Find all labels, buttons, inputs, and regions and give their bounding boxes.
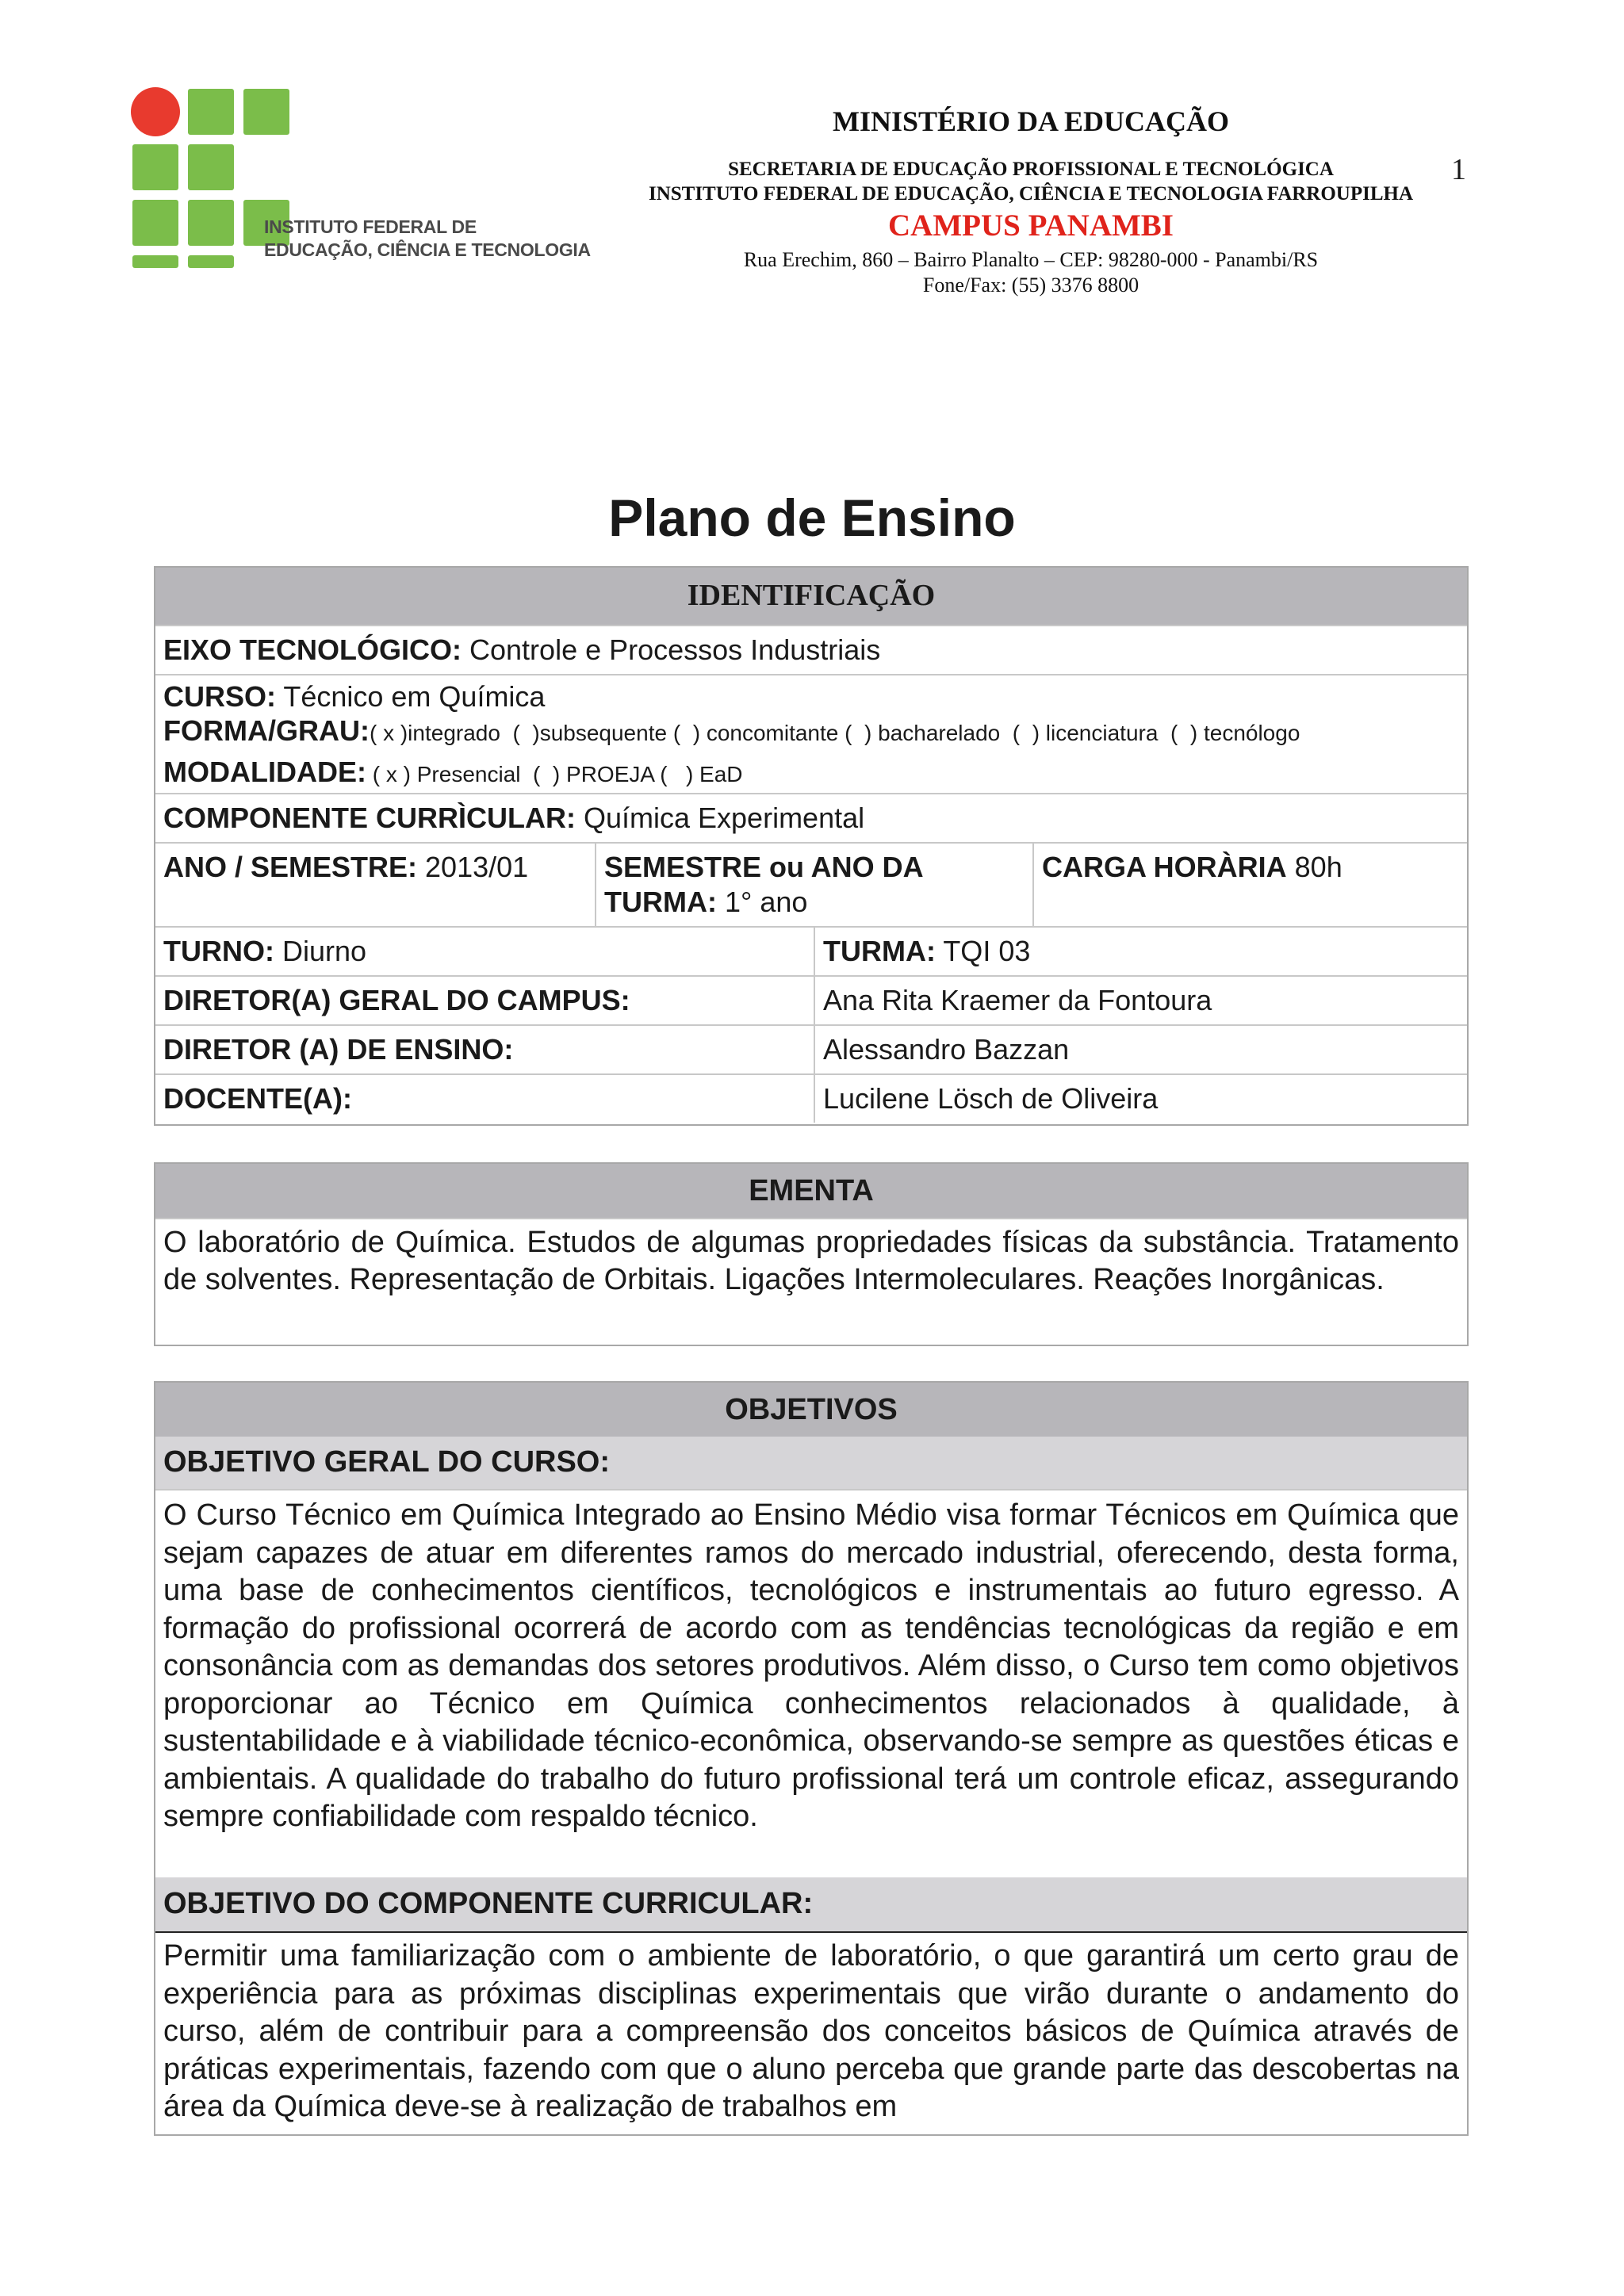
semestre-label: SEMESTRE ou ANO DA xyxy=(604,851,924,883)
componente-value: Química Experimental xyxy=(575,802,865,834)
objetivo-geral-label: OBJETIVO GERAL DO CURSO: xyxy=(155,1437,1467,1489)
logo-square xyxy=(243,89,289,135)
semestre-label-turma: TURMA: xyxy=(604,886,717,918)
objetivo-geral-text: O Curso Técnico em Química Integrado ao Ensino Médio visa formar Técnicos em Química que sejam capazes de atuar em diferentes ramos do mercado industrial, oferecendo, desta forma, uma base de conhecimentos científicos, tecnológicos e instrumentais ao futuro egresso. A formação do profissional ocorrerá de acordo com as tendências tecnológicas da região e em consonância com as demandas dos setores produtivos. Além disso, o Curso tem como objetivos proporcionar ao Técnico em Química conhecimentos relacionados à qualidade, à sustentabilidade e à viabilidade técnico-econômica, observando-se sempre as questões éticas e ambientais. A qualidade do trabalho do futuro profissional terá um controle eficaz, assegurando sempre confiabilidade com respaldo técnico. xyxy=(155,1489,1467,1877)
turno-value: Diurno xyxy=(274,935,367,967)
forma-label: FORMA/GRAU: xyxy=(163,714,370,747)
diretor-ensino-value: Alessandro Bazzan xyxy=(814,1026,1467,1073)
secretaria-line: SECRETARIA DE EDUCAÇÃO PROFISSIONAL E TECNOLÓGICA xyxy=(728,159,1334,180)
carga-value: 80h xyxy=(1286,851,1342,883)
eixo-row xyxy=(155,625,1467,674)
logo-square xyxy=(188,144,234,190)
campus-name: CAMPUS PANAMBI xyxy=(888,209,1174,243)
turma-value: TQI 03 xyxy=(935,935,1031,967)
logo-square xyxy=(188,89,234,135)
modalidade-value: ( x ) Presencial ( ) PROEJA ( ) EaD xyxy=(366,762,743,786)
ministry-heading: MINISTÉRIO DA EDUCAÇÃO xyxy=(832,105,1230,137)
eixo-value: Controle e Processos Industriais xyxy=(462,633,881,666)
institute-logo xyxy=(131,87,591,270)
semestre-value: 1° ano xyxy=(716,886,808,918)
logo-square xyxy=(132,144,178,190)
ementa-table xyxy=(154,1162,1469,1346)
logo-square xyxy=(132,200,178,246)
diretor-geral-label: DIRETOR(A) GERAL DO CAMPUS: xyxy=(163,984,630,1016)
carga-label: CARGA HORÀRIA xyxy=(1042,851,1287,883)
turno-row xyxy=(155,926,1467,975)
identificacao-heading xyxy=(155,568,1467,625)
componente-row xyxy=(155,793,1467,842)
objetivos-heading xyxy=(155,1383,1467,1437)
objetivo-componente-label: OBJETIVO DO COMPONENTE CURRICULAR: xyxy=(155,1877,1467,1931)
objetivo-componente-text: Permitir uma familiarização com o ambiente de laboratório, o que garantirá um certo grau de experiência para as próximas disciplinas experimentais que virão durante o andamento do curso, além de contribuir para a compreensão dos conceitos básicos de Química através de práticas experimentais, fazendo com que o aluno perceba que grande parte das descobertas na área da Química deve-se à realização de trabalhos em xyxy=(155,1931,1467,2134)
curso-value: Técnico em Química xyxy=(276,680,546,713)
docente-value: Lucilene Lösch de Oliveira xyxy=(814,1075,1467,1123)
ano-value: 2013/01 xyxy=(417,851,529,883)
phone-line: Fone/Fax: (55) 3376 8800 xyxy=(922,274,1139,297)
logo-text xyxy=(264,216,597,262)
turma-label: TURMA: xyxy=(823,935,936,967)
componente-label: COMPONENTE CURRÌCULAR: xyxy=(163,802,576,834)
diretor-geral-value: Ana Rita Kraemer da Fontoura xyxy=(814,977,1467,1024)
forma-value: ( x )integrado ( )subsequente ( ) concomitante ( ) bacharelado ( ) licenciatura ( ) tecnólogo xyxy=(369,721,1300,745)
logo-line-1: INSTITUTO FEDERAL DE xyxy=(264,216,477,237)
diretor-ensino-label: DIRETOR (A) DE ENSINO: xyxy=(163,1033,514,1066)
instituto-line: INSTITUTO FEDERAL DE EDUCAÇÃO, CIÊNCIA E TECNOLOGIA FARROUPILHA xyxy=(648,183,1414,205)
logo-square xyxy=(132,255,178,268)
ano-row xyxy=(155,842,1467,926)
identificacao-heading-text: IDENTIFICAÇÃO xyxy=(687,579,936,612)
page-number: 1 xyxy=(1451,153,1466,186)
logo-square xyxy=(188,200,234,246)
docente-row xyxy=(155,1073,1467,1123)
logo-square xyxy=(188,255,234,268)
curso-row xyxy=(155,674,1467,793)
docente-label: DOCENTE(A): xyxy=(163,1082,352,1115)
ementa-heading xyxy=(155,1164,1467,1218)
turno-label: TURNO: xyxy=(163,935,274,967)
ementa-heading-text: EMENTA xyxy=(749,1174,874,1207)
ementa-text: O laboratório de Química. Estudos de algumas propriedades físicas da substância. Tratamento de solventes. Representação de Orbitais. Ligações Intermoleculares. Reações Inorgânicas. xyxy=(155,1218,1467,1345)
address-line: Rua Erechim, 860 – Bairro Planalto – CEP: 98280-000 - Panambi/RS xyxy=(743,248,1319,271)
logo-line-2: EDUCAÇÃO, CIÊNCIA E TECNOLOGIA xyxy=(264,239,591,260)
page-title: Plano de Ensino xyxy=(608,488,1016,547)
eixo-label: EIXO TECNOLÓGICO: xyxy=(163,633,462,666)
ano-label: ANO / SEMESTRE: xyxy=(163,851,418,883)
logo-red-circle xyxy=(131,87,180,136)
diretor-geral-row xyxy=(155,975,1467,1024)
modalidade-label: MODALIDADE: xyxy=(163,756,366,788)
diretor-ensino-row xyxy=(155,1024,1467,1073)
curso-label: CURSO: xyxy=(163,680,276,713)
objetivos-table xyxy=(154,1381,1469,2136)
identificacao-table xyxy=(154,566,1469,1126)
objetivos-heading-text: OBJETIVOS xyxy=(725,1393,898,1426)
